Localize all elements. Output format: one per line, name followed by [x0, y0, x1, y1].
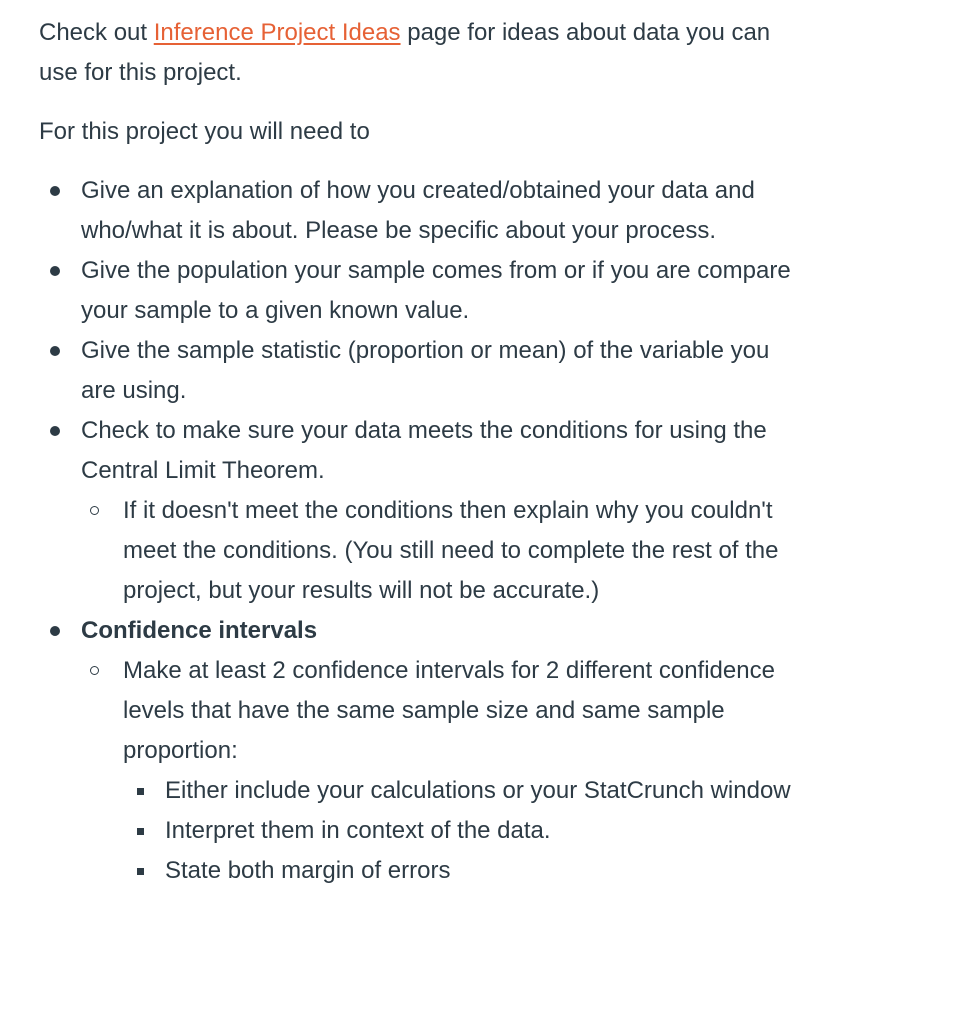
item-sample-statistic: Give the sample statistic (proportion or mean) of the variable you are using.: [81, 337, 770, 404]
list-item: [123, 771, 799, 811]
list-item: [39, 331, 799, 411]
confidence-sub-item: Make at least 2 confidence intervals for 2 different confidence levels that have the same sample size and same sample proportion:: [123, 657, 775, 764]
list-item: [81, 491, 799, 611]
confidence-sublist: [81, 651, 799, 891]
list-item: [39, 251, 799, 331]
intro-prefix: Check out: [39, 19, 154, 46]
step-calculations: Either include your calculations or your StatCrunch window: [165, 777, 791, 804]
confidence-steps-list: [123, 771, 799, 891]
item-explanation: Give an explanation of how you created/obtained your data and who/what it is about. Please be specific about your process.: [81, 177, 755, 244]
clt-sub-item: If it doesn't meet the conditions then explain why you couldn't meet the conditions. (You still need to complete the rest of the project, but your results will not be accurate.): [123, 497, 779, 604]
list-item: [39, 411, 799, 611]
step-margin-of-errors: State both margin of errors: [165, 857, 451, 884]
lead-paragraph: For this project you will need to: [39, 118, 370, 145]
item-population: Give the population your sample comes from or if you are compare your sample to a given known value.: [81, 257, 791, 324]
list-item: [123, 851, 799, 891]
clt-sublist: [81, 491, 799, 611]
list-item: [39, 611, 799, 891]
list-item: [123, 811, 799, 851]
intro-paragraph: [39, 13, 799, 93]
list-item: [81, 651, 799, 891]
inference-project-ideas-link[interactable]: Inference Project Ideas: [153, 19, 401, 46]
confidence-intervals-heading: Confidence intervals: [81, 617, 318, 644]
intro-suffix: page for ideas about data you can use for this project.: [39, 19, 771, 86]
item-clt-check: Check to make sure your data meets the conditions for using the Central Limit Theorem.: [81, 417, 767, 484]
step-interpret: Interpret them in context of the data.: [165, 817, 551, 844]
requirements-list: [39, 171, 799, 891]
list-item: [39, 171, 799, 251]
